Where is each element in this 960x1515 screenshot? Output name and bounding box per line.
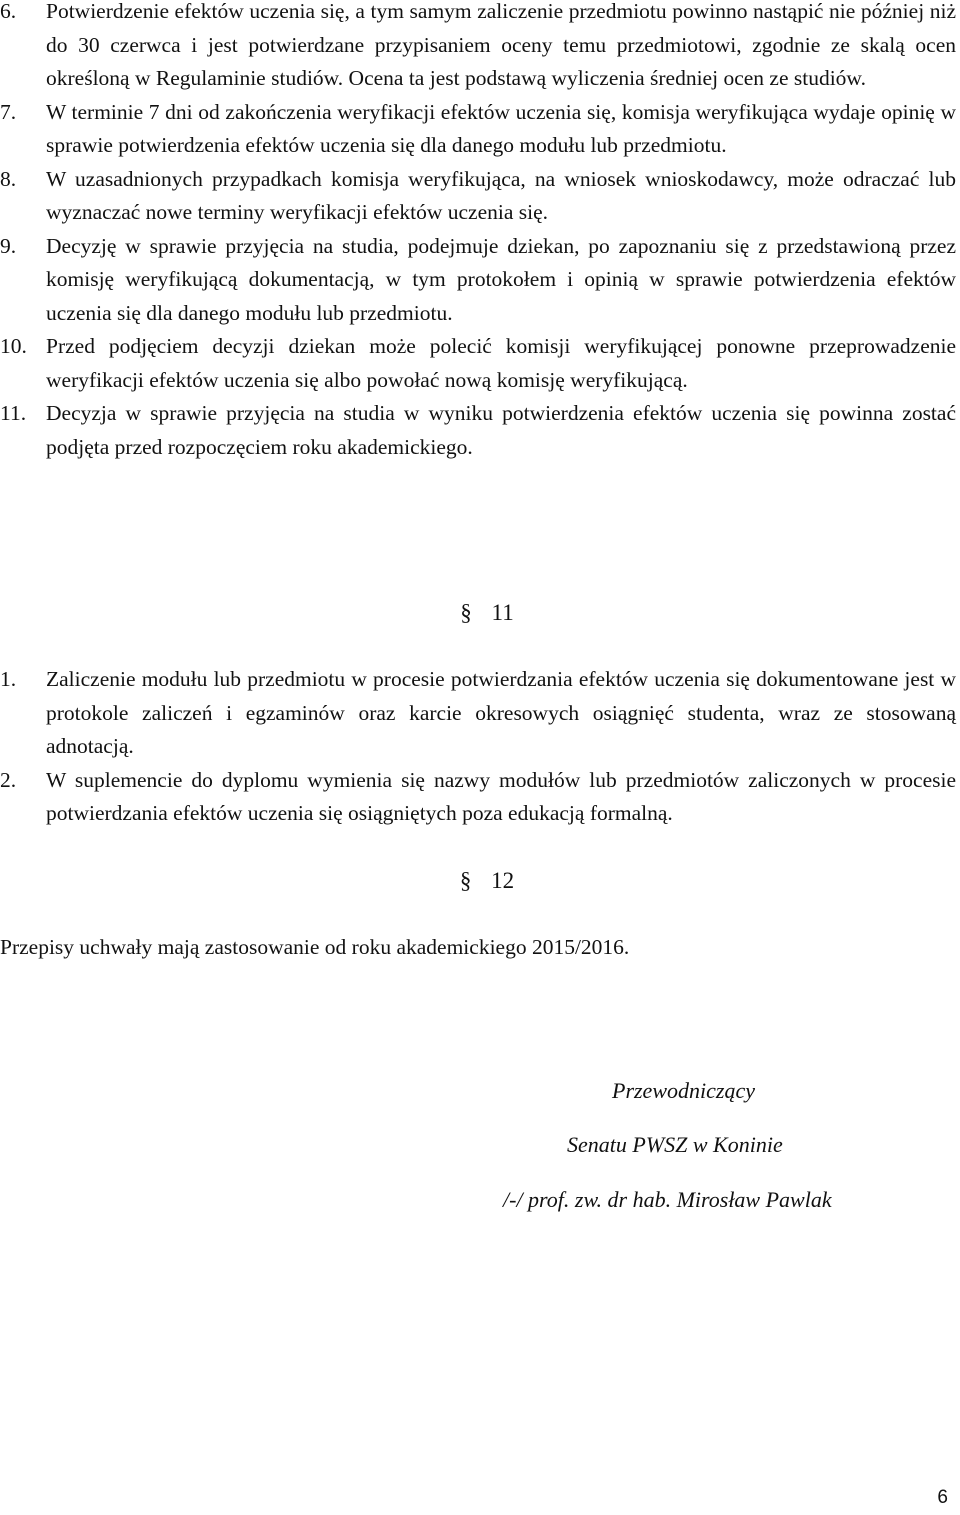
signature-title: Przewodniczący bbox=[612, 1078, 755, 1103]
list-item bbox=[0, 663, 956, 764]
item-text: Zaliczenie modułu lub przedmiotu w procesie potwierdzania efektów uczenia się dokumentowane jest w protokole zaliczeń i egzaminów oraz karcie okresowych osiągnięć studenta, wraz ze stosowaną adnotacją. bbox=[46, 667, 956, 758]
paragraph-list-top bbox=[0, 0, 956, 464]
section-number: 12 bbox=[491, 868, 515, 893]
section-number: 11 bbox=[491, 600, 514, 625]
item-text: Potwierdzenie efektów uczenia się, a tym samym zaliczenie przedmiotu powinno nastąpić nie później niż do 30 czerwca i jest potwierdzane przypisaniem oceny temu przedmiotowi, zgodnie ze skalą ocen określoną w Regulaminie studiów. Ocena ta jest podstawą wyliczenia średniej ocen ze studiów. bbox=[46, 0, 956, 90]
item-number: 11. bbox=[0, 401, 27, 425]
page-number: 6 bbox=[937, 1487, 948, 1508]
signature-name: /-/ prof. zw. dr hab. Mirosław Pawlak bbox=[503, 1187, 832, 1212]
item-number: 8. bbox=[0, 166, 17, 191]
list-item bbox=[0, 96, 956, 163]
section-symbol: § bbox=[459, 868, 472, 893]
item-text: W terminie 7 dni od zakończenia weryfikacji efektów uczenia się, komisja weryfikująca wydaje opinię w sprawie potwierdzenia efektów uczenia się dla danego modułu lub przedmiotu. bbox=[46, 99, 956, 157]
signature-institution: Senatu PWSZ w Koninie bbox=[567, 1132, 783, 1157]
list-item bbox=[0, 397, 956, 464]
item-number: 2. bbox=[0, 767, 17, 792]
list-item bbox=[0, 230, 956, 331]
item-text: Decyzję w sprawie przyjęcia na studia, podejmuje dziekan, po zapoznaniu się z przedstawioną przez komisję weryfikującą dokumentacją, w tym protokołem i opinią w sprawie potwierdzenia efektów uczenia się dla danego modułu lub przedmiotu. bbox=[46, 233, 956, 325]
list-item bbox=[0, 0, 956, 96]
list-item bbox=[0, 764, 956, 831]
item-number: 7. bbox=[0, 99, 17, 124]
item-number: 1. bbox=[0, 667, 17, 691]
list-item bbox=[0, 330, 956, 397]
section-heading-11 bbox=[0, 598, 960, 628]
item-text: Przed podjęciem decyzji dziekan może polecić komisji weryfikującej ponowne przeprowadzenie weryfikacji efektów uczenia się albo powołać nową komisję weryfikującą. bbox=[46, 334, 956, 392]
section-symbol: § bbox=[460, 600, 472, 625]
section-heading-12 bbox=[0, 866, 960, 896]
closing-text: Przepisy uchwały mają zastosowanie od roku akademickiego 2015/2016. bbox=[0, 935, 630, 959]
item-text: Decyzja w sprawie przyjęcia na studia w wyniku potwierdzenia efektów uczenia się powinna zostać podjęta przed rozpoczęciem roku akademickiego. bbox=[46, 401, 956, 459]
item-text: W uzasadnionych przypadkach komisja weryfikująca, na wniosek wnioskodawcy, może odraczać lub wyznaczać nowe terminy weryfikacji efektów uczenia się. bbox=[46, 166, 956, 224]
item-number: 6. bbox=[0, 0, 17, 23]
paragraph-list-s11 bbox=[0, 663, 956, 831]
item-text: W suplemencie do dyplomu wymienia się nazwy modułów lub przedmiotów zaliczonych w procesie potwierdzania efektów uczenia się osiągniętych poza edukacją formalną. bbox=[46, 767, 956, 825]
item-number: 10. bbox=[0, 334, 27, 358]
item-number: 9. bbox=[0, 233, 17, 258]
list-item bbox=[0, 163, 956, 230]
